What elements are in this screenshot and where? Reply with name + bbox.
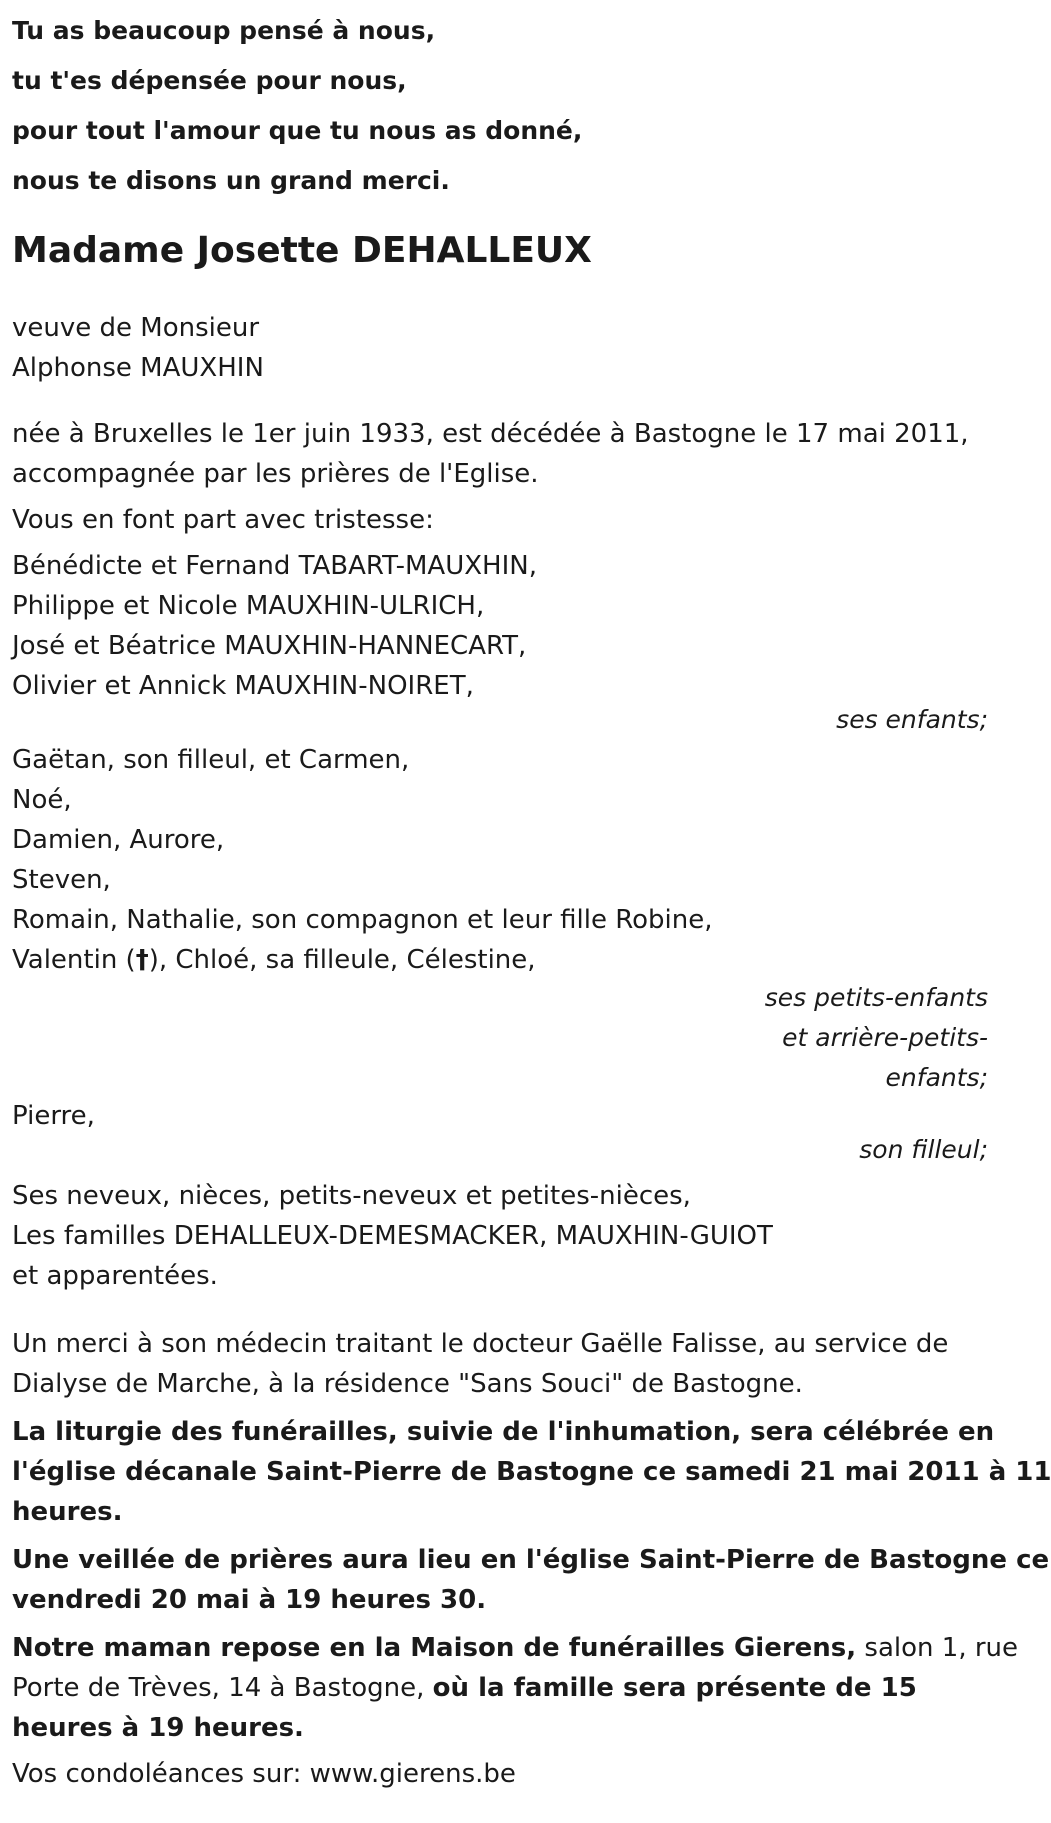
vigil-info — [12, 1540, 1050, 1620]
funeral-line: La liturgie des funérailles, suivie de l'inhumation, sera célébrée en — [12, 1417, 995, 1447]
poem-line: Tu as beaucoup pensé à nous, — [12, 16, 436, 45]
text: Porte de Trèves, 14 à Bastogne, — [12, 1673, 433, 1703]
rest-line: heures à 19 heures. — [12, 1713, 304, 1743]
funeral-line: heures. — [12, 1497, 123, 1527]
text: Notre maman repose en la Maison de funérailles Gierens, — [12, 1633, 857, 1663]
rest-info — [12, 1628, 1019, 1748]
announcement: Vous en font part avec tristesse: — [12, 505, 434, 535]
list-item: Gaëtan, son filleul, et Carmen, — [12, 745, 410, 775]
list-item: Damien, Aurore, — [12, 825, 225, 855]
text: salon 1, rue — [856, 1633, 1019, 1663]
widow-line: Alphonse MAUXHIN — [12, 353, 264, 383]
relatives-line: Les familles DEHALLEUX-DEMESMACKER, MAUXHIN-GUIOT — [12, 1221, 773, 1251]
birth-death — [12, 414, 988, 494]
rest-line — [12, 1668, 988, 1708]
relatives-line: et apparentées. — [12, 1261, 218, 1291]
list-item: Romain, Nathalie, son compagnon et leur fille Robine, — [12, 905, 713, 935]
poem-line: tu t'es dépensée pour nous, — [12, 66, 407, 95]
cross-icon: † — [135, 945, 149, 975]
birth-death-line: accompagnée par les prières de l'Eglise. — [12, 459, 539, 489]
widow-of — [12, 308, 988, 388]
vigil-line: Une veillée de prières aura lieu en l'église Saint-Pierre de Bastogne ce — [12, 1545, 1050, 1575]
list-item: José et Béatrice MAUXHIN-HANNECART, — [12, 631, 527, 661]
deceased-name: Madame Josette DEHALLEUX — [12, 230, 592, 271]
poem-line: pour tout l'amour que tu nous as donné, — [12, 116, 583, 145]
funeral-line: l'église décanale Saint-Pierre de Bastogne ce samedi 21 mai 2011 à 11 — [12, 1457, 1051, 1487]
thanks — [12, 1324, 988, 1404]
text: où la famille sera présente de 15 — [432, 1673, 917, 1703]
thanks-line: Dialyse de Marche, à la résidence "Sans Souci" de Bastogne. — [12, 1369, 803, 1399]
relatives-line: Ses neveux, nièces, petits-neveux et petites-nièces, — [12, 1181, 691, 1211]
relatives — [12, 1176, 988, 1296]
godson-label: son filleul; — [859, 1135, 988, 1164]
list-item: Philippe et Nicole MAUXHIN-ULRICH, — [12, 591, 485, 621]
list-item: Noé, — [12, 785, 72, 815]
list-item: Olivier et Annick MAUXHIN-NOIRET, — [12, 671, 474, 701]
label-line: enfants; — [885, 1063, 988, 1092]
children-label: ses enfants; — [836, 705, 988, 734]
thanks-line: Un merci à son médecin traitant le docteur Gaëlle Falisse, au service de — [12, 1329, 949, 1359]
poem — [12, 6, 988, 206]
list-item — [12, 940, 988, 980]
label-line: et arrière-petits- — [782, 1023, 988, 1052]
widow-line: veuve de Monsieur — [12, 313, 260, 343]
list-item: Steven, — [12, 865, 111, 895]
funeral-info — [12, 1412, 1051, 1532]
rest-line — [12, 1628, 1019, 1668]
godson: Pierre, — [12, 1101, 95, 1131]
children-list — [12, 546, 988, 706]
text: ), Chloé, sa filleule, Célestine, — [148, 945, 536, 975]
poem-line: nous te disons un grand merci. — [12, 166, 450, 195]
list-item: Bénédicte et Fernand TABART-MAUXHIN, — [12, 551, 537, 581]
text: Valentin ( — [12, 945, 136, 975]
label-line: ses petits-enfants — [764, 983, 988, 1012]
birth-death-line: née à Bruxelles le 1er juin 1933, est décédée à Bastogne le 17 mai 2011, — [12, 419, 969, 449]
grandchildren-label — [688, 978, 988, 1098]
vigil-line: vendredi 20 mai à 19 heures 30. — [12, 1585, 487, 1615]
grandchildren-list — [12, 740, 988, 980]
condolences: Vos condoléances sur: www.gierens.be — [12, 1759, 516, 1789]
